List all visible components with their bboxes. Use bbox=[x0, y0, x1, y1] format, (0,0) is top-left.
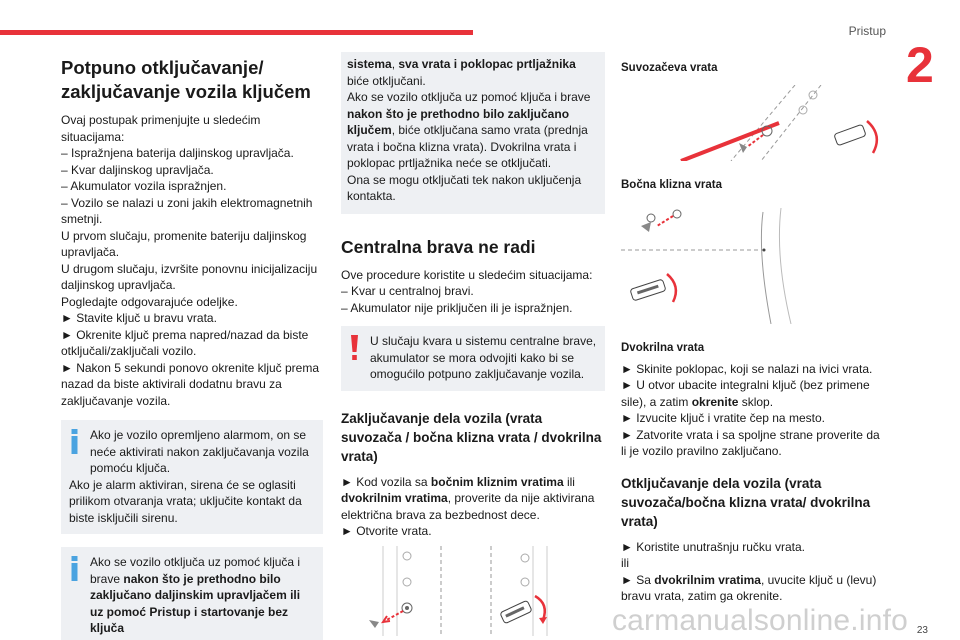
step-item: ► Sa dvokrilnim vratima, uvucite ključ u (levu) bravu vrata, zatim ga okrenite. bbox=[621, 572, 877, 603]
note-text: sistema, sva vrata i poklopac prtljažnika biće otključani. bbox=[347, 57, 576, 88]
note-text: Ako se vozilo otključa uz pomoć ključa i brave nakon što je prethodno bilo zaključano daljinskim upravljačem ili uz pomoć Pristup i startovanje bez ključa bbox=[90, 555, 301, 635]
paragraph: Ovaj postupak primenjujte u sledećim situacijama: bbox=[61, 113, 261, 144]
header-accent-bar bbox=[0, 30, 473, 35]
note-text: Ako se vozilo otključa uz pomoć ključa i brave nakon što je prethodno bilo zaključano ključem, biće otključana samo vrata (prednja vrata i bočna klizna vrata). Dvokrilna vrata i poklopac prtljažnika neće se otključati. bbox=[347, 90, 591, 170]
step-item: ► Okrenite ključ prema napred/nazad da biste otključali/zaključali vozilo. bbox=[61, 327, 309, 358]
note-text: Ako je vozilo opremljeno alarmom, on se neće aktivirati nakon zaključavanja vozila pomoću ključa. bbox=[90, 428, 309, 475]
note-text: U slučaju kvara u sistemu centralne brave, akumulator se mora odvojiti kako bi se omogućilo potpuno zaključavanje vozila. bbox=[370, 334, 597, 381]
paragraph: U prvom slučaju, promenite bateriju daljinskog upravljača. bbox=[61, 228, 307, 259]
paragraph: Ove procedure koristite u sledećim situacijama: bbox=[341, 267, 593, 282]
section-title: Pristup bbox=[848, 24, 886, 38]
info-icon bbox=[70, 429, 79, 454]
step-item: ► Stavite ključ u bravu vrata. bbox=[61, 311, 217, 325]
step-item: ► U otvor ubacite integralni ključ (bez primene sile), a zatim okrenite sklop. bbox=[621, 378, 870, 409]
subheading-partial-lock: Zaključavanje dela vozila (vrata suvozača / bočna klizna vrata / dvokrilna vrata) bbox=[341, 410, 602, 464]
subheading-partial-unlock: Otključavanje dela vozila (vrata suvozača/bočna klizna vrata/ dvokrilna vrata) bbox=[621, 475, 871, 529]
figure-label-double-door: Dvokrilna vrata bbox=[621, 342, 705, 354]
warning-icon bbox=[350, 335, 359, 361]
column-2 bbox=[341, 52, 605, 636]
list-item: – Kvar daljinskog upravljača. bbox=[61, 162, 214, 177]
warning-note-battery bbox=[341, 326, 605, 391]
page-number: 23 bbox=[916, 625, 928, 636]
step-item: ► Skinite poklopac, koji se nalazi na ivici vrata. bbox=[621, 361, 873, 376]
paragraph: U drugom slučaju, izvršite ponovnu inicijalizaciju daljinskog upravljača. bbox=[61, 261, 318, 292]
paragraph: ili bbox=[621, 556, 629, 570]
step-item: ► Izvucite ključ i vratite čep na mesto. bbox=[621, 411, 825, 425]
section-heading-full-lock: Potpuno otključavanje/ zaključavanje vozila ključem bbox=[61, 57, 311, 102]
list-item: – Akumulator nije priključen ili je ispražnjen. bbox=[341, 300, 573, 315]
list-item: – Akumulator vozila ispražnjen. bbox=[61, 179, 227, 193]
list-item: – Vozilo se nalazi u zoni jakih elektromagnetnih smetnji. bbox=[61, 195, 313, 226]
chapter-number: 2 bbox=[906, 37, 934, 93]
figure-label-sliding-door: Bočna klizna vrata bbox=[621, 179, 722, 191]
passenger-door-illustration bbox=[621, 85, 883, 161]
step-item: ► Kod vozila sa bočnim kliznim vratima ili dvokrilnim vratima, proverite da nije aktivirana električna brava za bezbednost dece. bbox=[341, 474, 595, 522]
info-note-key-unlock bbox=[61, 547, 323, 640]
step-item: ► Koristite unutrašnju ručku vrata. bbox=[621, 539, 805, 554]
figure-label-passenger-door: Suvozačeva vrata bbox=[621, 62, 718, 74]
step-item: ► Zatvorite vrata i sa spoljne strane proverite da li je vozilo pravilno zaključano. bbox=[621, 427, 880, 458]
note-text: Ona se mogu otključati tek nakon uključenja kontakta. bbox=[347, 172, 582, 203]
step-item: ► Otvorite vrata. bbox=[341, 524, 432, 538]
info-note-continued bbox=[341, 52, 605, 214]
watermark-text: carmanualsonline.info bbox=[611, 604, 908, 637]
illustration-door-locks bbox=[341, 546, 605, 636]
column-1 bbox=[61, 56, 323, 640]
list-item: – Ispražnjena baterija daljinskog upravljača. bbox=[61, 146, 294, 160]
key-turn-illustration bbox=[483, 546, 569, 636]
door-edge-illustration bbox=[363, 546, 449, 636]
list-item: – Kvar u centralnoj bravi. bbox=[341, 284, 474, 298]
info-note-alarm bbox=[61, 420, 323, 534]
step-item: ► Nakon 5 sekundi ponovo okrenite ključ prema nazad da biste aktivirali dodatnu bravu za zaključavanje vozila. bbox=[61, 360, 320, 408]
section-heading-central-lock: Centralna brava ne radi bbox=[341, 236, 536, 257]
column-3 bbox=[621, 58, 883, 605]
paragraph: Pogledajte odgovarajuće odeljke. bbox=[61, 294, 238, 309]
sliding-door-illustration bbox=[621, 202, 883, 324]
info-icon bbox=[70, 556, 79, 581]
note-text: Ako je alarm aktiviran, sirena će se oglasiti prilikom otvaranja vrata; uključite kontakt da biste isključili sirenu. bbox=[69, 477, 302, 525]
